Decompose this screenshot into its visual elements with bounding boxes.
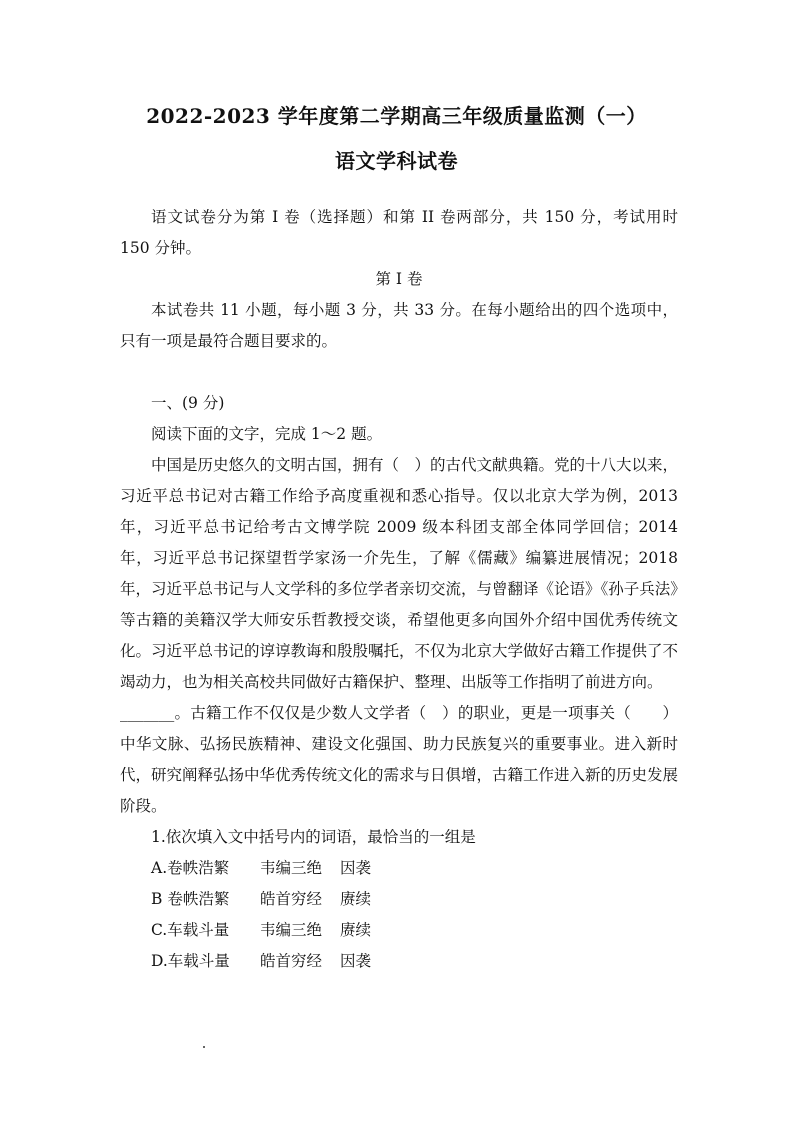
part1-heading: 第 I 卷 — [375, 270, 423, 288]
option-d-word2: 皓首穷经 — [260, 952, 323, 970]
option-b — [120, 884, 678, 915]
option-c — [120, 915, 678, 946]
page-mark — [203, 1046, 205, 1048]
spacer — [120, 357, 678, 388]
passage-paragraph-1: 中国是历史悠久的文明古国，拥有（ ）的古代文献典籍。党的十八大以来，习近平总书记对古籍工作给予高度重视和悉心指导。仅以北京大学为例，2013 年，习近平总书记给考古文博学院 2009 级本科团支部全体同学回信；2014 年，习近平总书记探望哲学家汤一介先生，了解《儒藏》编纂进展情况；2018 年，习近平总书记与人文学科的多位学者亲切交流，与曾翻译《论语》《孙子兵法》等古籍的美籍汉学大师安乐哲教授交谈，希望他更多向国外介绍中国优秀传统文化。习近平总书记的谆谆教诲和殷殷嘱托，不仅为北京大学做好古籍工作提供了不竭动力，也为相关高校共同做好古籍保护、整理、出版等工作指明了前进方向。 — [120, 456, 679, 691]
option-a — [120, 853, 678, 884]
exam-instructions: 语文试卷分为第 I 卷（选择题）和第 II 卷两部分，共 150 分，考试用时 150 分钟。 — [120, 208, 678, 257]
part1-instructions: 本试卷共 11 小题，每小题 3 分，共 33 分。在每小题给出的四个选项中，只有一项是最符合题目要求的。 — [120, 301, 678, 350]
option-b-word3: 赓续 — [340, 890, 372, 908]
question-1-stem: 1.依次填入文中括号内的词语，最恰当的一组是 — [151, 828, 476, 846]
section1-heading: 一、(9 分) — [151, 394, 225, 412]
option-c-word2: 韦编三绝 — [260, 921, 323, 939]
exam-subtitle: 语文学科试卷 — [335, 149, 458, 173]
passage-paragraph-2: _______。古籍工作不仅仅是少数人文学者（ ）的职业，更是一项事关（ ）中华文脉、弘扬民族精神、建设文化强国、助力民族复兴的重要事业。进入新时代，研究阐释弘扬中华优秀传统文化的需求与日俱增，古籍工作进入新的历史发展阶段。 — [120, 704, 679, 815]
exam-title: 2022-2023 学年度第二学期高三年级质量监测（一） — [146, 104, 647, 128]
option-a-word3: 因袭 — [340, 859, 372, 877]
option-a-word2: 韦编三绝 — [260, 859, 323, 877]
option-c-word3: 赓续 — [340, 921, 372, 939]
section1-prompt: 阅读下面的文字，完成 1～2 题。 — [151, 425, 383, 443]
option-c-word1: C.车载斗量 — [151, 921, 230, 939]
exam-body — [120, 202, 678, 977]
option-b-word1: B 卷帙浩繁 — [151, 890, 230, 908]
option-d — [120, 946, 678, 977]
option-b-word2: 皓首穷经 — [260, 890, 323, 908]
option-d-word1: D.车载斗量 — [151, 952, 230, 970]
option-a-word1: A.卷帙浩繁 — [151, 859, 230, 877]
option-d-word3: 因袭 — [340, 952, 372, 970]
